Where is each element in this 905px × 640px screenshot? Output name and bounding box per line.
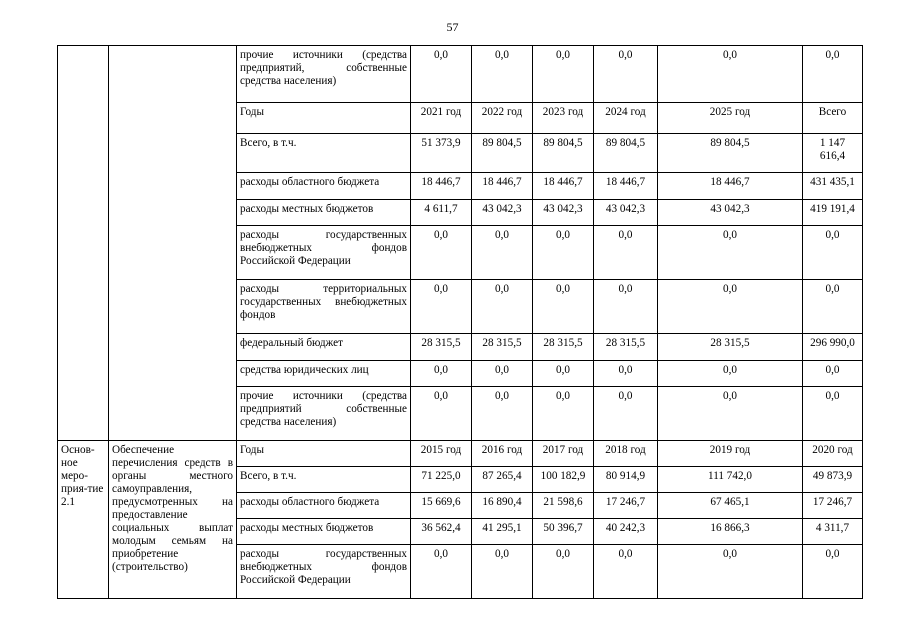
value-cell: Всего — [803, 103, 863, 134]
value-cell: 28 315,5 — [658, 334, 803, 361]
funding-source-label: расходы территориальных государственных внебюджетных фондов — [237, 280, 411, 334]
value-cell: 0,0 — [594, 387, 658, 441]
value-cell: 50 396,7 — [533, 519, 594, 545]
value-cell: 100 182,9 — [533, 467, 594, 493]
value-cell: 89 804,5 — [658, 134, 803, 173]
value-cell: 2019 год — [658, 441, 803, 467]
value-cell: 2021 год — [411, 103, 472, 134]
value-cell: 0,0 — [803, 280, 863, 334]
value-cell: 0,0 — [803, 387, 863, 441]
value-cell: 0,0 — [658, 387, 803, 441]
value-cell: 0,0 — [533, 226, 594, 280]
value-cell: 296 990,0 — [803, 334, 863, 361]
funding-source-label: Годы — [237, 441, 411, 467]
value-cell: 67 465,1 — [658, 493, 803, 519]
value-cell: 0,0 — [803, 545, 863, 599]
value-cell: 17 246,7 — [803, 493, 863, 519]
value-cell: 0,0 — [658, 545, 803, 599]
value-cell: 2015 год — [411, 441, 472, 467]
value-cell: 0,0 — [411, 280, 472, 334]
value-cell: 43 042,3 — [658, 200, 803, 226]
value-cell: 2024 год — [594, 103, 658, 134]
funding-source-label: средства юридических лиц — [237, 361, 411, 387]
value-cell: 2025 год — [658, 103, 803, 134]
value-cell: 0,0 — [472, 280, 533, 334]
value-cell: 0,0 — [594, 280, 658, 334]
value-cell: 0,0 — [533, 545, 594, 599]
value-cell: 0,0 — [411, 387, 472, 441]
value-cell: 43 042,3 — [533, 200, 594, 226]
value-cell: 0,0 — [594, 545, 658, 599]
value-cell: 16 866,3 — [658, 519, 803, 545]
value-cell: 0,0 — [472, 226, 533, 280]
value-cell: 2016 год — [472, 441, 533, 467]
value-cell: 0,0 — [594, 361, 658, 387]
value-cell: 18 446,7 — [411, 173, 472, 200]
value-cell: 0,0 — [658, 46, 803, 103]
value-cell: 4 611,7 — [411, 200, 472, 226]
value-cell: 89 804,5 — [472, 134, 533, 173]
value-cell: 28 315,5 — [594, 334, 658, 361]
table-row — [58, 441, 863, 467]
value-cell: 0,0 — [533, 46, 594, 103]
value-cell: 2018 год — [594, 441, 658, 467]
value-cell: 18 446,7 — [594, 173, 658, 200]
funding-source-label: федеральный бюджет — [237, 334, 411, 361]
value-cell: 0,0 — [594, 46, 658, 103]
value-cell: 51 373,9 — [411, 134, 472, 173]
funding-source-label: расходы государственных внебюджетных фондов Российской Федерации — [237, 545, 411, 599]
page-number: 57 — [446, 20, 459, 34]
value-cell: 0,0 — [658, 280, 803, 334]
value-cell: 419 191,4 — [803, 200, 863, 226]
table-row — [58, 46, 863, 103]
value-cell: 15 669,6 — [411, 493, 472, 519]
value-cell: 0,0 — [411, 46, 472, 103]
value-cell: 0,0 — [472, 545, 533, 599]
activity-name: Обеспечение перечисления средств в органы местного самоуправления, предусмотренных на предоставление социальных выплат молодым семьям на приобретение (строительство) — [109, 441, 237, 599]
value-cell: 111 742,0 — [658, 467, 803, 493]
funding-source-label: расходы государственных внебюджетных фондов Российской Федерации — [237, 226, 411, 280]
value-cell: 0,0 — [803, 361, 863, 387]
value-cell: 0,0 — [533, 361, 594, 387]
value-cell: 0,0 — [533, 387, 594, 441]
value-cell: 28 315,5 — [411, 334, 472, 361]
value-cell: 431 435,1 — [803, 173, 863, 200]
value-cell: 1 147 616,4 — [803, 134, 863, 173]
block-continued — [58, 46, 863, 441]
value-cell: 71 225,0 — [411, 467, 472, 493]
value-cell: 43 042,3 — [594, 200, 658, 226]
value-cell: 80 914,9 — [594, 467, 658, 493]
value-cell: 4 311,7 — [803, 519, 863, 545]
value-cell: 21 598,6 — [533, 493, 594, 519]
activity-code-continued — [58, 46, 109, 441]
value-cell: 89 804,5 — [533, 134, 594, 173]
block-main-activity-2-1 — [58, 441, 863, 599]
value-cell: 0,0 — [594, 226, 658, 280]
value-cell: 41 295,1 — [472, 519, 533, 545]
value-cell: 2022 год — [472, 103, 533, 134]
value-cell: 0,0 — [411, 361, 472, 387]
funding-source-label: Всего, в т.ч. — [237, 134, 411, 173]
value-cell: 16 890,4 — [472, 493, 533, 519]
value-cell: 2023 год — [533, 103, 594, 134]
value-cell: 0,0 — [803, 46, 863, 103]
funding-source-label: расходы областного бюджета — [237, 493, 411, 519]
value-cell: 28 315,5 — [533, 334, 594, 361]
value-cell: 40 242,3 — [594, 519, 658, 545]
value-cell: 2017 год — [533, 441, 594, 467]
funding-source-label: расходы местных бюджетов — [237, 200, 411, 226]
value-cell: 2020 год — [803, 441, 863, 467]
budget-table — [57, 45, 863, 599]
funding-source-label: прочие источники (средства предприятий, собственные средства населения) — [237, 46, 411, 103]
value-cell: 18 446,7 — [533, 173, 594, 200]
funding-source-label: расходы местных бюджетов — [237, 519, 411, 545]
value-cell: 0,0 — [533, 280, 594, 334]
value-cell: 0,0 — [658, 361, 803, 387]
value-cell: 0,0 — [803, 226, 863, 280]
value-cell: 0,0 — [472, 361, 533, 387]
funding-source-label: расходы областного бюджета — [237, 173, 411, 200]
value-cell: 0,0 — [472, 387, 533, 441]
value-cell: 17 246,7 — [594, 493, 658, 519]
value-cell: 87 265,4 — [472, 467, 533, 493]
value-cell: 0,0 — [411, 226, 472, 280]
value-cell: 49 873,9 — [803, 467, 863, 493]
value-cell: 0,0 — [472, 46, 533, 103]
value-cell: 36 562,4 — [411, 519, 472, 545]
value-cell: 0,0 — [658, 226, 803, 280]
value-cell: 89 804,5 — [594, 134, 658, 173]
value-cell: 28 315,5 — [472, 334, 533, 361]
value-cell: 43 042,3 — [472, 200, 533, 226]
funding-source-label: Годы — [237, 103, 411, 134]
funding-source-label: Всего, в т.ч. — [237, 467, 411, 493]
value-cell: 18 446,7 — [658, 173, 803, 200]
activity-name-continued — [109, 46, 237, 441]
value-cell: 0,0 — [411, 545, 472, 599]
activity-code: Основ-ное меро-прия-тие 2.1 — [58, 441, 109, 599]
funding-source-label: прочие источники (средства предприятий собственные средства населения) — [237, 387, 411, 441]
value-cell: 18 446,7 — [472, 173, 533, 200]
